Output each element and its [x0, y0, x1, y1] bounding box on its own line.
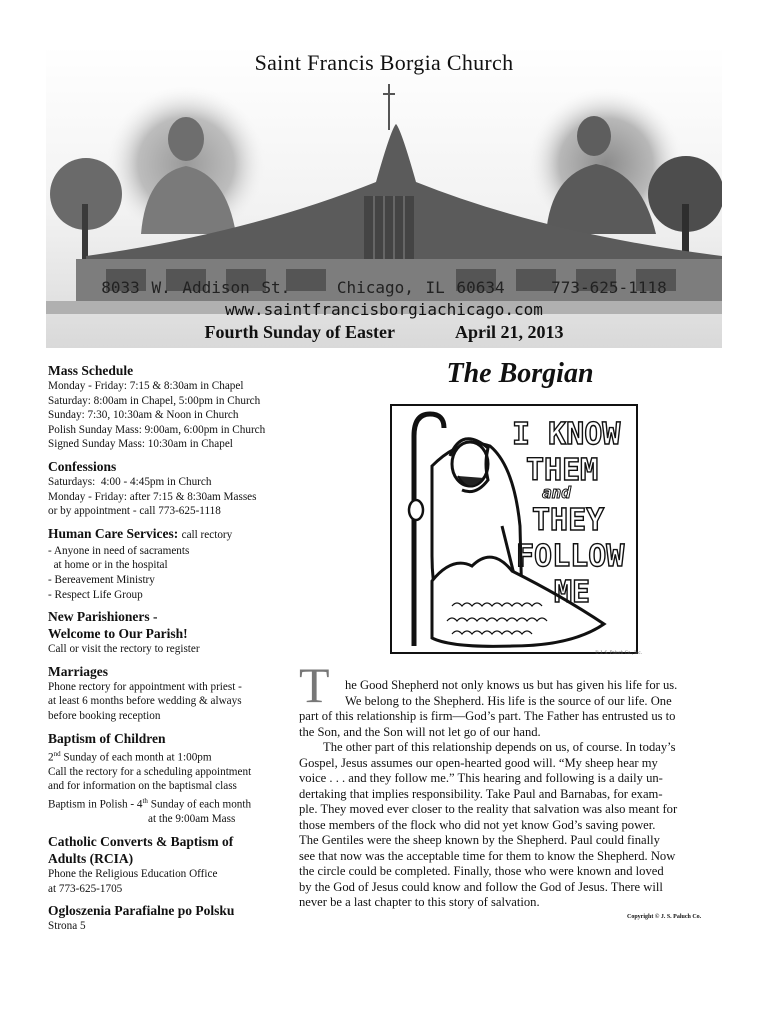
article-line: never be a last chapter to this story of salvation. — [299, 895, 540, 909]
article-line: voice . . . and they follow me.” This hearing and following is a daily un- — [299, 771, 663, 785]
church-website-link[interactable]: www.saintfrancisborgiachicago.com — [225, 300, 543, 319]
article-line: see that now was the acceptable time for them to know the Shepherd. Now — [299, 848, 676, 863]
confessions-line: Saturdays: 4:00 - 4:45pm in Church — [48, 475, 212, 488]
mass-schedule-heading: Mass Schedule — [48, 363, 134, 378]
article-line: The Gentiles were the sheep known by the Shepherd. Paul could finally — [299, 833, 660, 847]
parish-info-sidebar — [48, 362, 298, 934]
confessions-line: or by appointment - call 773-625-1118 — [48, 505, 221, 518]
ordinal-suffix: th — [142, 797, 148, 806]
article-line: those members of the flock who did not yet know God’s saving power. — [299, 817, 656, 832]
article-copyright: Copyright © J. S. Paluch Co. — [627, 914, 702, 920]
article-line: Gospel, Jesus assumes our open-hearted good will. “My sheep hear my — [299, 755, 658, 770]
art-text-line: ME — [554, 575, 591, 610]
marriages-heading: Marriages — [48, 663, 108, 679]
human-care-line: - Bereavement Ministry — [48, 573, 155, 586]
human-care-note: call rectory — [181, 528, 233, 541]
liturgical-occasion: Fourth Sunday of Easter — [204, 322, 395, 342]
art-text-line: FOLLOW — [516, 539, 625, 574]
polish-page-reference: Strona 5 — [48, 920, 86, 933]
art-text-line: THEM — [526, 453, 599, 488]
art-text-line: and — [542, 483, 571, 502]
rcia-line: Phone the Religious Education Office — [48, 867, 218, 880]
confessions-heading: Confessions — [48, 458, 117, 474]
welcome-heading: Welcome to Our Parish! — [48, 626, 188, 642]
baptism-line-text: Sunday of each month at 1:00pm — [60, 751, 212, 764]
baptism-polish-text: Baptism in Polish - 4 — [48, 798, 143, 811]
masthead — [46, 46, 722, 348]
new-parishioners-line: Call or visit the rectory to register — [48, 643, 200, 656]
marriages-line: before booking reception — [48, 709, 161, 722]
baptism-line: and for information on the baptismal class — [48, 780, 237, 793]
baptism-day-number: 2 — [48, 751, 54, 764]
article-line: We belong to the Shepherd. His life is the source of our life. One — [345, 693, 672, 708]
human-care-heading — [48, 525, 298, 544]
church-address: 8033 W. Addison St. Chicago, IL 60634 773-625-1118 — [101, 278, 667, 297]
human-care-line: - Respect Life Group — [48, 588, 143, 601]
article-line: by the God of Jesus could know and follow the God of Jesus. There will — [299, 879, 663, 894]
illustration-credit: © J. S. Paluch Co., Inc. — [595, 651, 642, 656]
article-line: the Son, and the Son will not let go of our hand. — [299, 724, 541, 739]
ordinal-suffix: nd — [53, 749, 61, 758]
baptism-line: at the 9:00am Mass — [148, 813, 236, 826]
human-care-line: at home or in the hospital — [48, 559, 168, 572]
bulletin-date-line — [46, 322, 722, 343]
marriages-line: at least 6 months before wedding & always — [48, 695, 242, 708]
good-shepherd-illustration — [390, 404, 638, 654]
feature-article — [299, 657, 717, 911]
mass-schedule-line: Signed Sunday Mass: 10:30am in Chapel — [48, 438, 233, 451]
article-line: ple. They moved ever closer to the reality that salvation was also meant for — [299, 802, 678, 816]
rcia-heading-cont: Adults (RCIA) — [48, 850, 134, 866]
bulletin-date: April 21, 2013 — [455, 322, 564, 342]
marriages-line: Phone rectory for appointment with priest - — [48, 680, 242, 693]
human-care-title: Human Care Services: — [48, 525, 179, 541]
mass-schedule-line: Polish Sunday Mass: 9:00am, 6:00pm in Church — [48, 423, 266, 436]
article-line: the circle could be completed. Finally, those who were known and loved — [299, 864, 664, 878]
rcia-line: at 773-625-1705 — [48, 882, 123, 895]
newsletter-title: The Borgian — [446, 358, 594, 389]
mass-schedule-line: Sunday: 7:30, 10:30am & Noon in Church — [48, 409, 239, 422]
article-line: he Good Shepherd not only knows us but has given his life for us. — [345, 678, 678, 692]
polish-announcements-heading: Ogloszenia Parafialne po Polsku — [48, 903, 235, 919]
tree-left — [50, 158, 122, 264]
art-text-line: I KNOW — [512, 417, 621, 452]
article-line: dertaking that implies responsibility. Take Paul and Barnabas, for exam- — [299, 786, 663, 801]
drop-cap: T — [299, 657, 330, 713]
article-line: part of this relationship is firm—God’s part. The Father has entrusted us to — [299, 709, 676, 723]
art-text-line: THEY — [532, 503, 605, 538]
mass-schedule-line: Monday - Friday: 7:15 & 8:30am in Chapel — [48, 380, 244, 392]
church-name: Saint Francis Borgia Church — [254, 50, 514, 75]
baptism-heading: Baptism of Children — [48, 730, 166, 746]
baptism-line-text: Sunday of each month — [147, 798, 252, 811]
confessions-line: Monday - Friday: after 7:15 & 8:30am Masses — [48, 490, 257, 503]
mass-schedule-line: Saturday: 8:00am in Chapel, 5:00pm in Church — [48, 394, 261, 407]
baptism-line — [48, 747, 298, 765]
human-care-line: - Anyone in need of sacraments — [48, 544, 190, 557]
rcia-heading: Catholic Converts & Baptism of — [48, 833, 234, 849]
new-parishioners-heading: New Parishioners - — [48, 609, 158, 625]
baptism-line: Call the rectory for a scheduling appointment — [48, 765, 252, 778]
article-line: The other part of this relationship depends on us, of course. In today’s — [323, 740, 676, 754]
baptism-line — [48, 794, 298, 812]
